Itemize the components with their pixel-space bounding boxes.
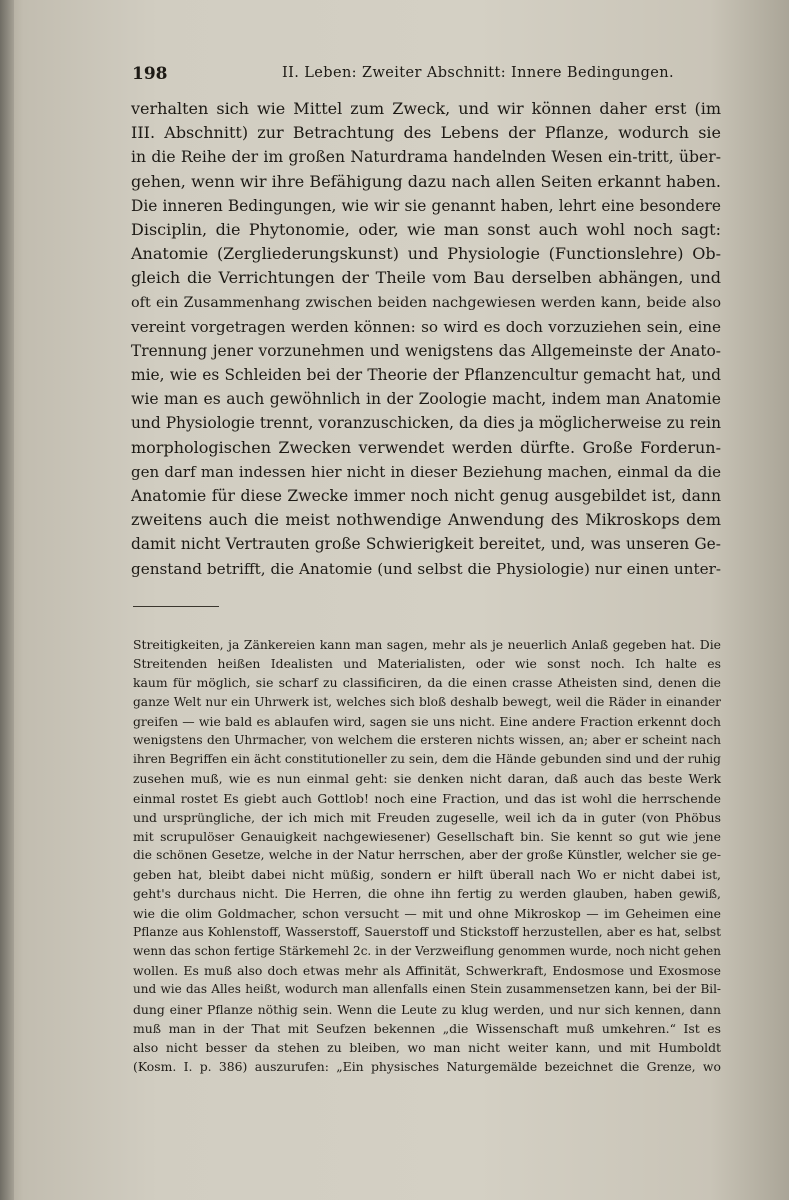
main-text-line: Anatomie (Zergliederungskunst) und Physiologie (Functionslehre) Ob- xyxy=(131,244,721,264)
footnote-separator-rule xyxy=(133,606,219,607)
main-text-line: Anatomie für diese Zwecke immer noch nicht genug ausgebildet ist, dann xyxy=(131,487,721,505)
main-text-line: vereint vorgetragen werden können: so wird es doch vorzuziehen sein, eine xyxy=(131,317,721,336)
footnote-line: kaum für möglich, sie scharf zu classificiren, da die einen crasse Atheisten sind, denen die xyxy=(133,675,721,691)
main-text-line: gehen, wenn wir ihre Befähigung dazu nach allen Seiten erkannt haben. xyxy=(131,171,721,191)
main-text-line: genstand betrifft, die Anatomie (und selbst die Physiologie) nur einen unter- xyxy=(131,559,721,578)
page-number: 198 xyxy=(132,64,168,84)
page-gutter-shadow xyxy=(0,0,14,1200)
main-text-line: oft ein Zusammenhang zwischen beiden nachgewiesen werden kann, beide also xyxy=(131,294,721,311)
footnote-line: geht's durchaus nicht. Die Herren, die ohne ihn fertig zu werden glauben, haben gewiß, xyxy=(133,886,721,902)
main-text-line: verhalten sich wie Mittel zum Zweck, und wir können daher erst (im xyxy=(131,99,721,118)
footnote-line: (Kosm. I. p. 386) auszurufen: „Ein physisches Naturgemälde bezeichnet die Grenze, wo xyxy=(133,1059,721,1075)
running-head: II. Leben: Zweiter Abschnitt: Innere Bedingungen. xyxy=(282,65,674,81)
footnote-block xyxy=(133,635,721,1076)
main-text-line: morphologischen Zwecken verwendet werden dürfte. Große Forderun- xyxy=(131,437,721,457)
main-text-line: in die Reihe der im großen Naturdrama handelnden Wesen ein-tritt, über- xyxy=(131,148,721,167)
footnote-line: geben hat, bleibt dabei nicht müßig, sondern er hilft überall nach Wo er nicht dabei ist, xyxy=(133,867,721,883)
footnote-line: Pflanze aus Kohlenstoff, Wasserstoff, Sauerstoff und Stickstoff herzustellen, aber es hat, selbst xyxy=(133,924,721,939)
footnote-line: und ursprüngliche, der ich mich mit Freuden zugeselle, weil ich da in guter (von Phöbus xyxy=(133,809,721,825)
footnote-line: einmal rostet Es giebt auch Gottlob! noch eine Fraction, und das ist wohl die herrschende xyxy=(133,790,721,806)
footnote-line: muß man in der That mit Seufzen bekennen „die Wissenschaft muß umkehren.“ Ist es xyxy=(133,1020,721,1036)
main-text-line: III. Abschnitt) zur Betrachtung des Lebens der Pflanze, wodurch sie xyxy=(131,123,721,143)
page-header xyxy=(132,64,718,86)
main-text-block xyxy=(131,97,721,581)
main-text-line: Die inneren Bedingungen, wie wir sie genannt haben, lehrt eine besondere xyxy=(131,196,721,215)
main-text-line: wie man es auch gewöhnlich in der Zoologie macht, indem man Anatomie xyxy=(131,390,721,409)
footnote-line: die schönen Gesetze, welche in der Natur herrschen, aber der große Künstler, welcher sie ge- xyxy=(133,848,721,863)
footnote-line: Streitigkeiten, ja Zänkereien kann man sagen, mehr als je neuerlich Anlaß gegeben hat. Die xyxy=(133,637,721,652)
footnote-line: dung einer Pflanze nöthig sein. Wenn die Leute zu klug werden, und nur sich kennen, dann xyxy=(133,1001,721,1017)
footnote-line: ganze Welt nur ein Uhrwerk ist, welches sich bloß deshalb bewegt, weil die Räder in einander xyxy=(133,694,721,709)
main-text-line: Trennung jener vorzunehmen und wenigstens das Allgemeinste der Anato- xyxy=(131,341,721,360)
main-text-line: damit nicht Vertrauten große Schwierigkeit bereitet, und, was unseren Ge- xyxy=(131,535,721,554)
main-text-line: zweitens auch die meist nothwendige Anwendung des Mikroskops dem xyxy=(131,510,721,530)
main-text-line: Disciplin, die Phytonomie, oder, wie man sonst auch wohl noch sagt: xyxy=(131,219,721,239)
main-text-line: mie, wie es Schleiden bei der Theorie der Pflanzencultur gemacht hat, und xyxy=(131,366,721,385)
footnote-line: und wie das Alles heißt, wodurch man allenfalls einen Stein zusammensetzen kann, bei der Bil- xyxy=(133,982,721,997)
footnote-line: ihren Begriffen ein ächt constitutioneller zu sein, dem die Hände gebunden sind und der ruhig xyxy=(133,752,721,767)
footnote-line: wenn das schon fertige Stärkemehl 2c. in der Verzweiflung genommen wurde, noch nicht gehen xyxy=(133,944,721,958)
footnote-line: wollen. Es muß also doch etwas mehr als Affinität, Schwerkraft, Endosmose und Exosmose xyxy=(133,963,721,979)
footnote-line: also nicht besser da stehen zu bleiben, wo man nicht weiter kann, und mit Humboldt xyxy=(133,1039,721,1055)
footnote-line: mit scrupulöser Genauigkeit nachgewiesener) Gesellschaft bin. Sie kennt so gut wie jene xyxy=(133,828,721,844)
footnote-line: Streitenden heißen Idealisten und Materialisten, oder wie sonst noch. Ich halte es xyxy=(133,656,721,672)
main-text-line: gen darf man indessen hier nicht in dieser Beziehung machen, einmal da die xyxy=(131,462,721,481)
footnote-line: wie die olim Goldmacher, schon versucht — mit und ohne Mikroskop — im Geheimen eine xyxy=(133,905,721,921)
footnote-line: wenigstens den Uhrmacher, von welchem die ersteren nichts wissen, an; aber er scheint nach xyxy=(133,732,721,747)
main-text-line: gleich die Verrichtungen der Theile vom Bau derselben abhängen, und xyxy=(131,268,721,288)
main-text-line: und Physiologie trennt, voranzuschicken, da dies ja möglicherweise zu rein xyxy=(131,414,721,433)
footnote-line: greifen — wie bald es ablaufen wird, sagen sie uns nicht. Eine andere Fraction erkennt doch xyxy=(133,713,721,729)
footnote-line: zusehen muß, wie es nun einmal geht: sie denken nicht daran, daß auch das beste Werk xyxy=(133,771,721,787)
